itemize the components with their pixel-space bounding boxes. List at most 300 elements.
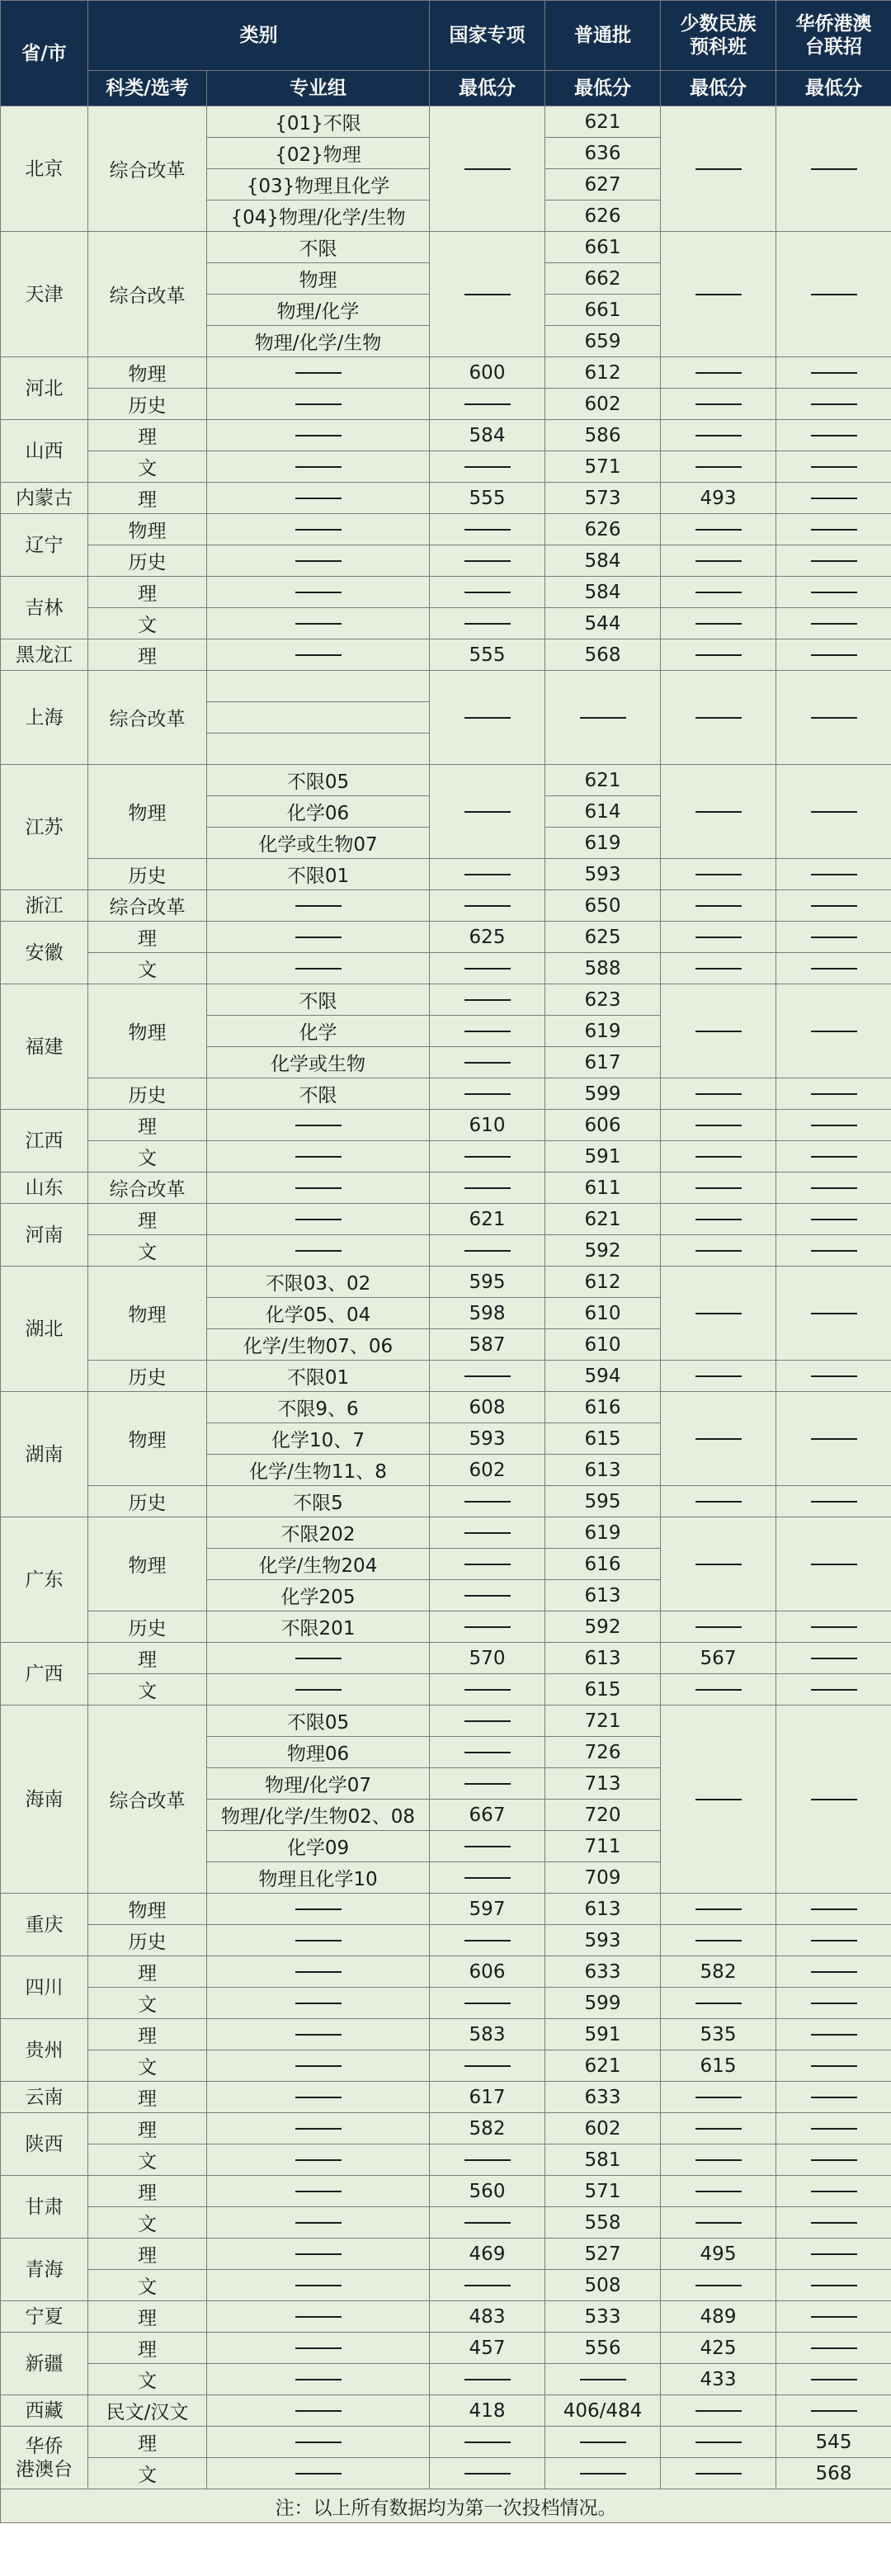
national-score xyxy=(430,1047,545,1078)
table-row xyxy=(1,608,891,639)
regular-score: 592 xyxy=(545,1611,661,1643)
overseas-score xyxy=(776,1486,891,1517)
group-cell: 不限03、02 xyxy=(207,1267,430,1298)
group-cell xyxy=(207,2019,430,2050)
regular-score: 602 xyxy=(545,2113,661,2144)
group-cell: 不限01 xyxy=(207,859,430,890)
dash-mark xyxy=(464,2379,511,2380)
dash-mark xyxy=(295,1689,342,1691)
regular-score xyxy=(545,2364,661,2395)
table-body xyxy=(1,106,891,2489)
subject-cell: 物理 xyxy=(88,1517,207,1611)
dash-mark xyxy=(695,2191,742,2192)
regular-score: 616 xyxy=(545,1549,661,1580)
dash-mark xyxy=(295,2159,342,2161)
overseas-score xyxy=(776,2176,891,2207)
table-row xyxy=(1,1894,891,1925)
regular-score: 623 xyxy=(545,984,661,1016)
table-row xyxy=(1,420,891,451)
subject-cell: 理 xyxy=(88,2113,207,2144)
province-cell: 山东 xyxy=(1,1172,88,1204)
group-cell: 物理/化学/生物02、08 xyxy=(207,1800,430,1831)
dash-mark xyxy=(295,1250,342,1252)
overseas-score xyxy=(776,1267,891,1361)
table-row xyxy=(1,2458,891,2489)
minority-score: 493 xyxy=(661,483,776,514)
dash-mark xyxy=(464,874,511,875)
table-row xyxy=(1,357,891,389)
province-cell: 福建 xyxy=(1,984,88,1110)
dash-mark xyxy=(811,403,857,405)
province-cell: 山西 xyxy=(1,420,88,483)
province-cell: 广东 xyxy=(1,1517,88,1643)
regular-score: 621 xyxy=(545,1204,661,1235)
regular-score: 586 xyxy=(545,420,661,451)
dash-mark xyxy=(811,1501,857,1503)
group-cell: 不限202 xyxy=(207,1517,430,1549)
regular-score: 633 xyxy=(545,1956,661,1988)
table-row xyxy=(1,2333,891,2364)
dash-mark xyxy=(695,717,742,719)
subject-cell: 理 xyxy=(88,922,207,953)
dash-mark xyxy=(811,2285,857,2286)
dash-mark xyxy=(695,466,742,468)
dash-mark xyxy=(695,1908,742,1910)
table-row xyxy=(1,2395,891,2427)
group-cell: 不限01 xyxy=(207,1361,430,1392)
dash-mark xyxy=(464,1375,511,1377)
dash-mark xyxy=(811,2379,857,2380)
province-cell: 河南 xyxy=(1,1204,88,1267)
dash-mark xyxy=(295,2442,342,2443)
overseas-score xyxy=(776,2050,891,2082)
minority-score xyxy=(661,2176,776,2207)
regular-score: 606 xyxy=(545,1110,661,1141)
group-cell xyxy=(207,1643,430,1674)
minority-score xyxy=(661,1988,776,2019)
province-cell: 湖南 xyxy=(1,1392,88,1517)
overseas-score: 568 xyxy=(776,2458,891,2489)
national-score: 598 xyxy=(430,1298,545,1329)
regular-score: 713 xyxy=(545,1768,661,1800)
group-cell xyxy=(207,2239,430,2270)
province-cell: 青海 xyxy=(1,2239,88,2301)
dash-mark xyxy=(811,1908,857,1910)
group-cell: 化学09 xyxy=(207,1831,430,1862)
regular-score: 720 xyxy=(545,1800,661,1831)
province-cell: 重庆 xyxy=(1,1894,88,1956)
national-score xyxy=(430,1580,545,1611)
group-cell xyxy=(207,1956,430,1988)
header-minority-line1: 少数民族 xyxy=(680,13,757,35)
group-cell xyxy=(207,639,430,671)
header-national-min: 最低分 xyxy=(430,71,545,106)
regular-score: 591 xyxy=(545,2019,661,2050)
subject-cell: 文 xyxy=(88,2144,207,2176)
dash-mark xyxy=(811,2222,857,2224)
group-cell xyxy=(207,545,430,577)
group-cell xyxy=(207,2176,430,2207)
dash-mark xyxy=(464,623,511,625)
table-row xyxy=(1,2270,891,2301)
regular-score: 617 xyxy=(545,1047,661,1078)
dash-mark xyxy=(295,1658,342,1659)
regular-score: 711 xyxy=(545,1831,661,1862)
subject-cell: 理 xyxy=(88,2239,207,2270)
dash-mark xyxy=(295,1125,342,1126)
dash-mark xyxy=(695,1250,742,1252)
dash-mark xyxy=(811,1219,857,1220)
table-row xyxy=(1,1204,891,1235)
national-score xyxy=(430,1831,545,1862)
group-cell: 化学/生物11、8 xyxy=(207,1455,430,1486)
overseas-score xyxy=(776,2207,891,2239)
overseas-score xyxy=(776,2364,891,2395)
overseas-score xyxy=(776,545,891,577)
overseas-score xyxy=(776,984,891,1078)
regular-score: 613 xyxy=(545,1455,661,1486)
subject-cell: 文 xyxy=(88,451,207,483)
dash-mark xyxy=(811,498,857,499)
subject-cell: 文 xyxy=(88,1235,207,1267)
subject-cell: 历史 xyxy=(88,859,207,890)
overseas-score xyxy=(776,514,891,545)
minority-score xyxy=(661,2427,776,2458)
header-province: 省/市 xyxy=(1,1,88,106)
dash-mark xyxy=(464,2159,511,2161)
dash-mark xyxy=(464,1689,511,1691)
dash-mark xyxy=(295,623,342,625)
province-cell: 云南 xyxy=(1,2082,88,2113)
dash-mark xyxy=(695,592,742,593)
table-row xyxy=(1,1674,891,1706)
province-cell: 贵州 xyxy=(1,2019,88,2082)
table-row xyxy=(1,2176,891,2207)
group-cell xyxy=(207,1235,430,1267)
table-row xyxy=(1,2301,891,2333)
national-score xyxy=(430,1078,545,1110)
national-score xyxy=(430,514,545,545)
group-cell: 不限 xyxy=(207,984,430,1016)
subject-cell: 物理 xyxy=(88,1392,207,1486)
dash-mark xyxy=(464,2442,511,2443)
dash-mark xyxy=(464,1752,511,1753)
group-cell: 物理/化学/生物 xyxy=(207,326,430,357)
regular-score: 621 xyxy=(545,765,661,796)
overseas-score xyxy=(776,671,891,765)
dash-mark xyxy=(295,560,342,562)
minority-score xyxy=(661,2113,776,2144)
subject-cell: 综合改革 xyxy=(88,106,207,232)
dash-mark xyxy=(295,435,342,436)
dash-mark xyxy=(695,2003,742,2004)
regular-score: 568 xyxy=(545,639,661,671)
dash-mark xyxy=(464,560,511,562)
group-cell xyxy=(207,734,430,765)
regular-score: 571 xyxy=(545,2176,661,2207)
overseas-score xyxy=(776,1674,891,1706)
dash-mark xyxy=(464,2003,511,2004)
group-cell: {03}物理且化学 xyxy=(207,169,430,201)
table-row xyxy=(1,984,891,1016)
minority-score xyxy=(661,639,776,671)
table-row xyxy=(1,1611,891,1643)
national-score xyxy=(430,1141,545,1172)
dash-mark xyxy=(295,2191,342,2192)
minority-score xyxy=(661,1894,776,1925)
table-row xyxy=(1,1078,891,1110)
minority-score xyxy=(661,1611,776,1643)
minority-score xyxy=(661,1517,776,1611)
table-row xyxy=(1,2113,891,2144)
group-cell xyxy=(207,2301,430,2333)
regular-score: 726 xyxy=(545,1737,661,1768)
table-row xyxy=(1,922,891,953)
dash-mark xyxy=(295,592,342,593)
dash-mark xyxy=(695,560,742,562)
regular-score: 709 xyxy=(545,1862,661,1894)
group-cell xyxy=(207,2050,430,2082)
dash-mark xyxy=(811,529,857,531)
group-cell: 物理且化学10 xyxy=(207,1862,430,1894)
dash-mark xyxy=(811,1658,857,1659)
minority-score xyxy=(661,890,776,922)
group-cell: 物理/化学07 xyxy=(207,1768,430,1800)
minority-score: 433 xyxy=(661,2364,776,2395)
minority-score xyxy=(661,765,776,859)
province-cell: 吉林 xyxy=(1,577,88,639)
table-row xyxy=(1,2207,891,2239)
national-score: 617 xyxy=(430,2082,545,2113)
subject-cell: 文 xyxy=(88,608,207,639)
overseas-score xyxy=(776,1988,891,2019)
group-cell xyxy=(207,2207,430,2239)
subject-cell: 文 xyxy=(88,953,207,984)
group-cell xyxy=(207,953,430,984)
minority-score xyxy=(661,451,776,483)
national-score: 483 xyxy=(430,2301,545,2333)
group-cell xyxy=(207,671,430,702)
minority-score: 567 xyxy=(661,1643,776,1674)
national-score xyxy=(430,389,545,420)
group-cell xyxy=(207,1110,430,1141)
dash-mark xyxy=(695,168,742,170)
dash-mark xyxy=(811,623,857,625)
dash-mark xyxy=(464,2222,511,2224)
table-row xyxy=(1,577,891,608)
dash-mark xyxy=(811,560,857,562)
dash-mark xyxy=(811,1031,857,1032)
national-score: 469 xyxy=(430,2239,545,2270)
province-cell: 河北 xyxy=(1,357,88,420)
minority-score xyxy=(661,106,776,232)
table-row xyxy=(1,545,891,577)
dash-mark xyxy=(811,2316,857,2318)
overseas-score xyxy=(776,2301,891,2333)
header-overseas-min: 最低分 xyxy=(776,71,891,106)
group-cell: 化学 xyxy=(207,1016,430,1047)
overseas-score xyxy=(776,232,891,357)
dash-mark xyxy=(295,1156,342,1158)
dash-mark xyxy=(811,937,857,938)
group-cell xyxy=(207,420,430,451)
dash-mark xyxy=(464,2473,511,2475)
national-score xyxy=(430,1737,545,1768)
overseas-score xyxy=(776,420,891,451)
overseas-score xyxy=(776,2270,891,2301)
dash-mark xyxy=(464,466,511,468)
province-cell: 陕西 xyxy=(1,2113,88,2176)
province-cell: 上海 xyxy=(1,671,88,765)
national-score xyxy=(430,545,545,577)
dash-mark xyxy=(811,1375,857,1377)
dash-mark xyxy=(464,999,511,1001)
dash-mark xyxy=(811,2034,857,2036)
dash-mark xyxy=(295,654,342,656)
dash-mark xyxy=(811,1438,857,1440)
minority-score xyxy=(661,1361,776,1392)
national-score xyxy=(430,1486,545,1517)
dash-mark xyxy=(464,1564,511,1565)
overseas-score xyxy=(776,451,891,483)
dash-mark xyxy=(295,2379,342,2380)
dash-mark xyxy=(295,968,342,970)
national-score: 560 xyxy=(430,2176,545,2207)
dash-mark xyxy=(695,905,742,907)
dash-mark xyxy=(811,1564,857,1565)
dash-mark xyxy=(295,372,342,374)
dash-mark xyxy=(811,1626,857,1628)
dash-mark xyxy=(811,2347,857,2349)
table-row xyxy=(1,953,891,984)
header-regular: 普通批 xyxy=(545,1,661,71)
dash-mark xyxy=(695,529,742,531)
table-row xyxy=(1,1956,891,1988)
group-cell xyxy=(207,577,430,608)
dash-mark xyxy=(695,937,742,938)
national-score: 610 xyxy=(430,1110,545,1141)
dash-mark xyxy=(695,372,742,374)
overseas-score xyxy=(776,1361,891,1392)
province-cell: 辽宁 xyxy=(1,514,88,577)
dash-mark xyxy=(695,2222,742,2224)
dash-mark xyxy=(695,1940,742,1941)
table-row xyxy=(1,1392,891,1423)
subject-cell: 文 xyxy=(88,2364,207,2395)
dash-mark xyxy=(695,2159,742,2161)
national-score: 570 xyxy=(430,1643,545,1674)
group-cell: 化学/生物07、06 xyxy=(207,1329,430,1361)
national-score xyxy=(430,2207,545,2239)
dash-mark xyxy=(811,2003,857,2004)
dash-mark xyxy=(695,2097,742,2098)
subject-cell: 综合改革 xyxy=(88,890,207,922)
dash-mark xyxy=(295,466,342,468)
dash-mark xyxy=(695,1501,742,1503)
group-cell: 化学10、7 xyxy=(207,1423,430,1455)
national-score xyxy=(430,953,545,984)
subject-cell: 理 xyxy=(88,577,207,608)
subject-cell: 物理 xyxy=(88,357,207,389)
overseas-score xyxy=(776,1706,891,1894)
dash-mark xyxy=(695,2285,742,2286)
province-cell: 安徽 xyxy=(1,922,88,984)
group-cell xyxy=(207,2364,430,2395)
group-cell xyxy=(207,1674,430,1706)
minority-score xyxy=(661,2458,776,2489)
dash-mark xyxy=(811,1313,857,1314)
subject-cell: 理 xyxy=(88,1643,207,1674)
table-row xyxy=(1,1267,891,1298)
dash-mark xyxy=(295,2473,342,2475)
dash-mark xyxy=(811,874,857,875)
group-cell xyxy=(207,2270,430,2301)
group-cell: 不限05 xyxy=(207,765,430,796)
regular-score: 527 xyxy=(545,2239,661,2270)
subject-cell: 文 xyxy=(88,2458,207,2489)
group-cell xyxy=(207,2458,430,2489)
dash-mark xyxy=(295,2316,342,2318)
dash-mark xyxy=(295,1940,342,1941)
regular-score: 581 xyxy=(545,2144,661,2176)
province-cell: 浙江 xyxy=(1,890,88,922)
dash-mark xyxy=(580,2379,626,2380)
dash-mark xyxy=(295,905,342,907)
dash-mark xyxy=(811,968,857,970)
dash-mark xyxy=(464,1940,511,1941)
dash-mark xyxy=(464,1093,511,1095)
regular-score: 599 xyxy=(545,1988,661,2019)
province-cell: 甘肃 xyxy=(1,2176,88,2239)
dash-mark xyxy=(811,1125,857,1126)
group-cell xyxy=(207,1172,430,1204)
subject-cell: 历史 xyxy=(88,389,207,420)
header-regular-min: 最低分 xyxy=(545,71,661,106)
national-score xyxy=(430,1517,545,1549)
dash-mark xyxy=(811,2128,857,2130)
overseas-score xyxy=(776,2082,891,2113)
overseas-score xyxy=(776,483,891,514)
overseas-score xyxy=(776,2239,891,2270)
subject-cell: 历史 xyxy=(88,1078,207,1110)
table-row xyxy=(1,106,891,138)
national-score: 602 xyxy=(430,1455,545,1486)
overseas-score xyxy=(776,890,891,922)
group-cell xyxy=(207,389,430,420)
table-row xyxy=(1,1141,891,1172)
subject-cell: 物理 xyxy=(88,514,207,545)
dash-mark xyxy=(580,717,626,719)
minority-score xyxy=(661,420,776,451)
subject-cell: 物理 xyxy=(88,1894,207,1925)
regular-score: 613 xyxy=(545,1580,661,1611)
regular-score: 626 xyxy=(545,201,661,232)
national-score xyxy=(430,859,545,890)
subject-cell: 历史 xyxy=(88,545,207,577)
subject-cell: 文 xyxy=(88,2270,207,2301)
group-cell xyxy=(207,2113,430,2144)
group-cell: 不限9、6 xyxy=(207,1392,430,1423)
header-minority-line2: 预科班 xyxy=(690,36,747,58)
dash-mark xyxy=(464,1846,511,1847)
dash-mark xyxy=(464,2065,511,2067)
national-score: 418 xyxy=(430,2395,545,2427)
group-cell: 化学/生物204 xyxy=(207,1549,430,1580)
national-score xyxy=(430,1172,545,1204)
regular-score: 626 xyxy=(545,514,661,545)
subject-cell: 文 xyxy=(88,2050,207,2082)
group-cell xyxy=(207,357,430,389)
